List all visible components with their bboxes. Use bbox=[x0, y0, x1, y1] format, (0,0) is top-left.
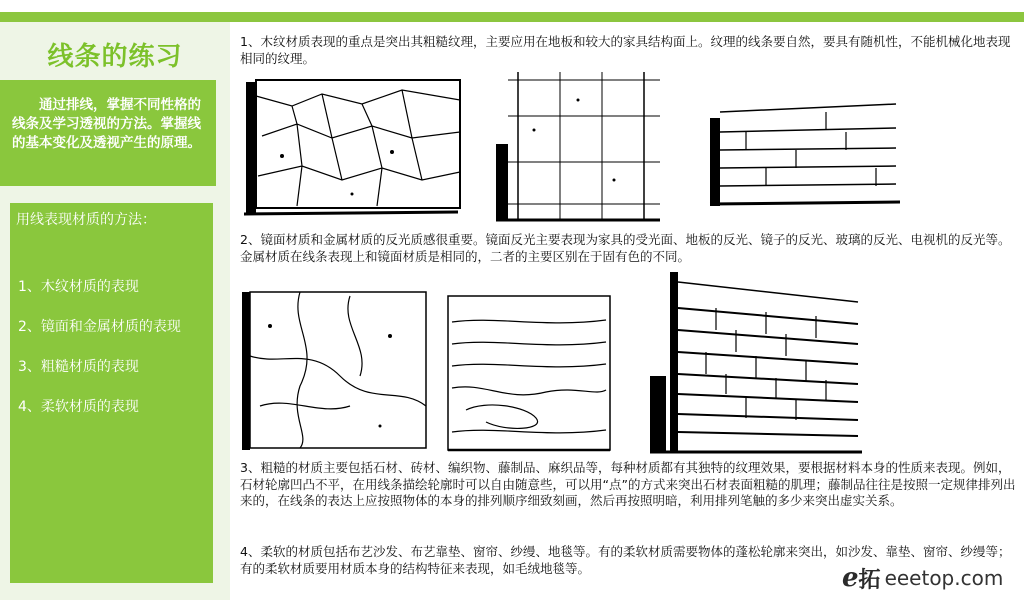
method-item-soft: 4、柔软材质的表现 bbox=[18, 399, 139, 415]
content-panel bbox=[232, 30, 1020, 582]
intro-text: 通过排线，掌握不同性格的线条及学习透视的方法。掌握线的基本变化及透视产生的原理。 bbox=[12, 97, 201, 151]
watermark-url: eeetop.com bbox=[884, 566, 1004, 590]
method-item-mirror-metal: 2、镜面和金属材质的表现 bbox=[18, 319, 181, 335]
methods-heading: 用线表现材质的方法： bbox=[16, 212, 156, 228]
top-border bbox=[0, 0, 1024, 10]
method-item-wood: 1、木纹材质的表现 bbox=[18, 279, 139, 295]
sketch-cracked-wood bbox=[242, 76, 462, 220]
methods-list bbox=[18, 277, 181, 437]
sketch-marble bbox=[240, 286, 430, 452]
paragraph-wood: 1、木纹材质表现的重点是突出其粗糙纹理，主要应用在地板和较大的家具结构面上。纹理的线条要自然，要具有随机性，不能机械化地表现相同的纹理。 bbox=[240, 34, 1011, 66]
sketch-tile-grid bbox=[494, 70, 664, 222]
paragraph-soft: 4、柔软的材质包括布艺沙发、布艺靠垫、窗帘、纱缦、地毯等。有的柔软材质需要物体的蓬松轮廓来突出，如沙发、靠垫、窗帘、纱缦等；有的柔软材质要用材质本身的结构特征来表现，如毛绒地毯等。 bbox=[240, 544, 1011, 576]
method-item-rough: 3、粗糙材质的表现 bbox=[18, 359, 139, 375]
sketch-plank-wall bbox=[706, 98, 906, 208]
methods-box bbox=[10, 203, 213, 583]
paragraph-rough: 3、粗糙的材质主要包括石材、砖材、编织物、藤制品、麻织品等，每种材质都有其独特的纹理效果，要根据材料本身的性质来表现。例如，石材轮廓凹凸不平，在用线条描绘轮廓时可以自由随意些，可以用“点”的方式来突出石材表面粗糙的肌理；藤制品往往是按照一定规律排列出来的，在线条的表达上应按照物体的本身的排列顺序细致刻画，然后再按照明暗，利用排列笔触的多少来突出虚实关系。 bbox=[240, 460, 1016, 508]
eeetop-watermark bbox=[842, 560, 1018, 596]
paragraph-mirror-metal: 2、镜面材质和金属材质的反光质感很重要。镜面反光主要表现为家具的受光面、地板的反光、镜子的反光、玻璃的反光、电视机的反光等。金属材质在线条表现上和镜面材质是相同的，二者的主要区别在于固有色的不同。 bbox=[240, 232, 1011, 264]
sketch-wood-grain bbox=[446, 292, 612, 452]
sketch-brick-wall bbox=[646, 268, 866, 454]
top-accent-bar bbox=[0, 12, 1024, 22]
page-title: 线条的练习 bbox=[47, 42, 183, 72]
watermark-logo-e: e bbox=[842, 563, 859, 593]
intro-box bbox=[0, 80, 216, 186]
watermark-logo-cn: 拓 bbox=[858, 567, 881, 593]
